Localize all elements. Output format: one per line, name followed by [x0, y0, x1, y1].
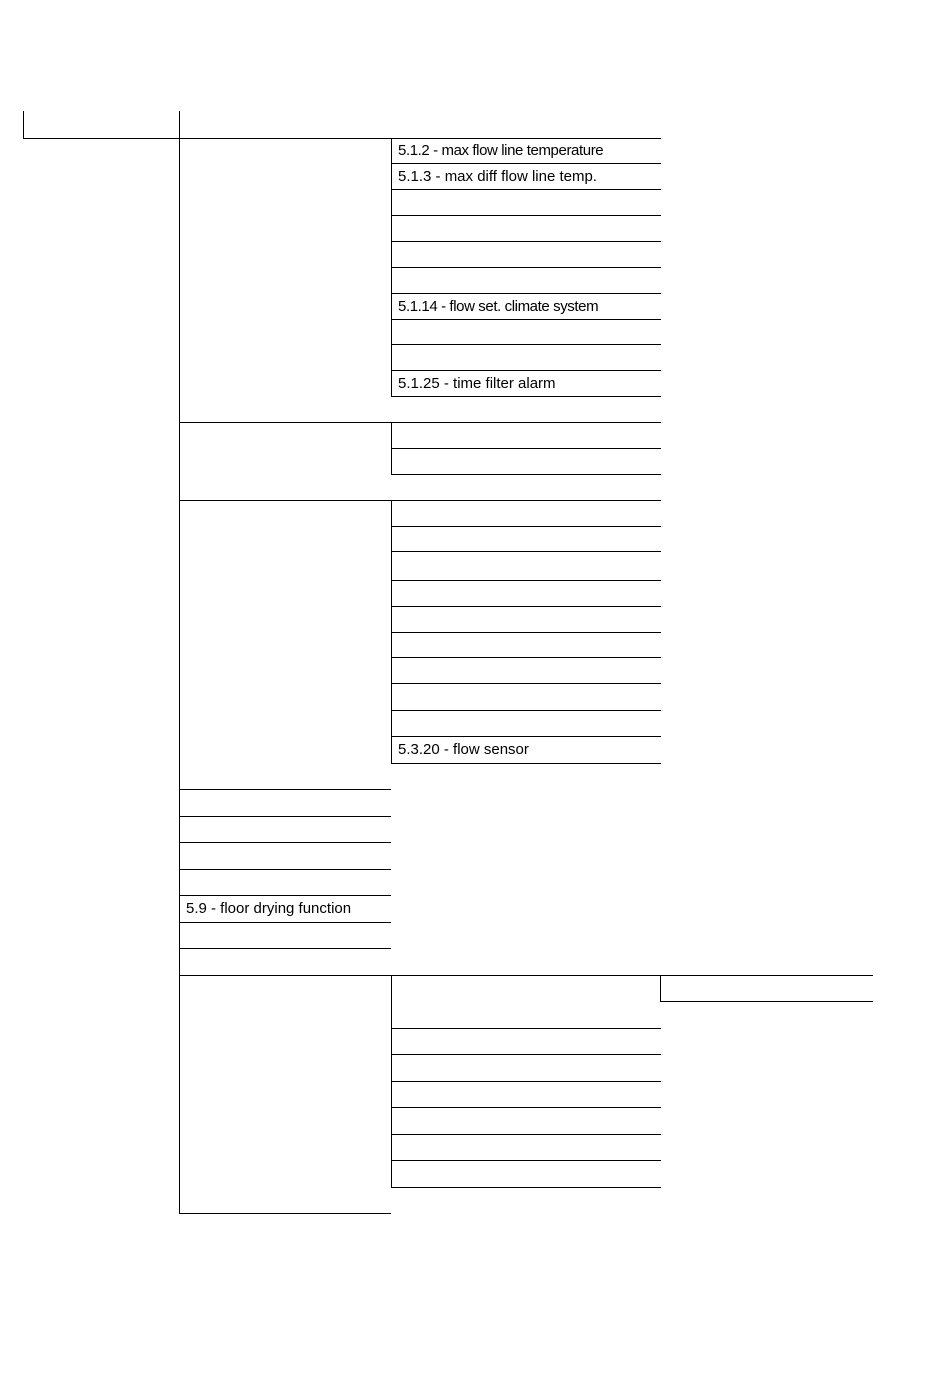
level3-divider: [391, 448, 661, 449]
level3-divider: [391, 396, 661, 397]
level3-divider: [391, 710, 661, 711]
level3-divider: [391, 215, 661, 216]
level2-divider: [179, 500, 661, 501]
level3-divider: [391, 474, 661, 475]
level3-divider: [391, 344, 661, 345]
level3-divider: [391, 1187, 661, 1188]
level3-divider: [391, 267, 661, 268]
level2-spine: [179, 111, 180, 423]
level3-divider: [391, 319, 661, 320]
level4-divider: [660, 1001, 873, 1002]
level3-divider: [391, 370, 661, 371]
level3-divider: [391, 580, 661, 581]
level3-divider: [391, 551, 661, 552]
level2-divider: [179, 948, 391, 949]
menu-item-5-1-25: 5.1.25 - time filter alarm: [398, 375, 556, 392]
level3-divider: [391, 1028, 661, 1029]
level3-divider: [391, 683, 661, 684]
level3-divider: [391, 736, 661, 737]
level2-divider: [179, 895, 391, 896]
level3-divider: [391, 632, 661, 633]
level3-divider: [391, 1054, 661, 1055]
level3-divider: [391, 163, 661, 164]
level3-divider: [391, 763, 661, 764]
menu-item-5-9: 5.9 - floor drying function: [186, 900, 352, 917]
level2-spine: [179, 423, 180, 501]
root-bottom-border: [23, 138, 180, 139]
menu-item-5-1-14: 5.1.14 - flow set. climate system: [398, 298, 599, 315]
level4-spine: [660, 975, 661, 1002]
level2-divider: [179, 975, 873, 976]
menu-item-5-1-3: 5.1.3 - max diff flow line temp.: [398, 168, 597, 185]
level3-divider: [391, 1081, 661, 1082]
level2-divider: [179, 922, 391, 923]
level3-divider: [391, 1134, 661, 1135]
level3-divider: [391, 657, 661, 658]
root-left-border: [23, 111, 24, 138]
level2-spine: [179, 500, 180, 1214]
level2-divider: [179, 842, 391, 843]
menu-item-5-3-20: 5.3.20 - flow sensor: [398, 741, 529, 758]
level2-divider: [179, 816, 391, 817]
level3-divider: [391, 1160, 661, 1161]
level3-divider: [391, 293, 661, 294]
level3-divider: [391, 1107, 661, 1108]
level2-divider: [179, 422, 661, 423]
level3-divider: [391, 606, 661, 607]
level2-divider: [179, 869, 391, 870]
level3-divider: [391, 241, 661, 242]
level3-divider: [391, 189, 661, 190]
level2-divider: [179, 138, 661, 139]
menu-item-5-1-2: 5.1.2 - max flow line temperature: [398, 142, 604, 159]
level2-divider: [179, 789, 391, 790]
level3-divider: [391, 526, 661, 527]
level2-divider: [179, 1213, 391, 1214]
